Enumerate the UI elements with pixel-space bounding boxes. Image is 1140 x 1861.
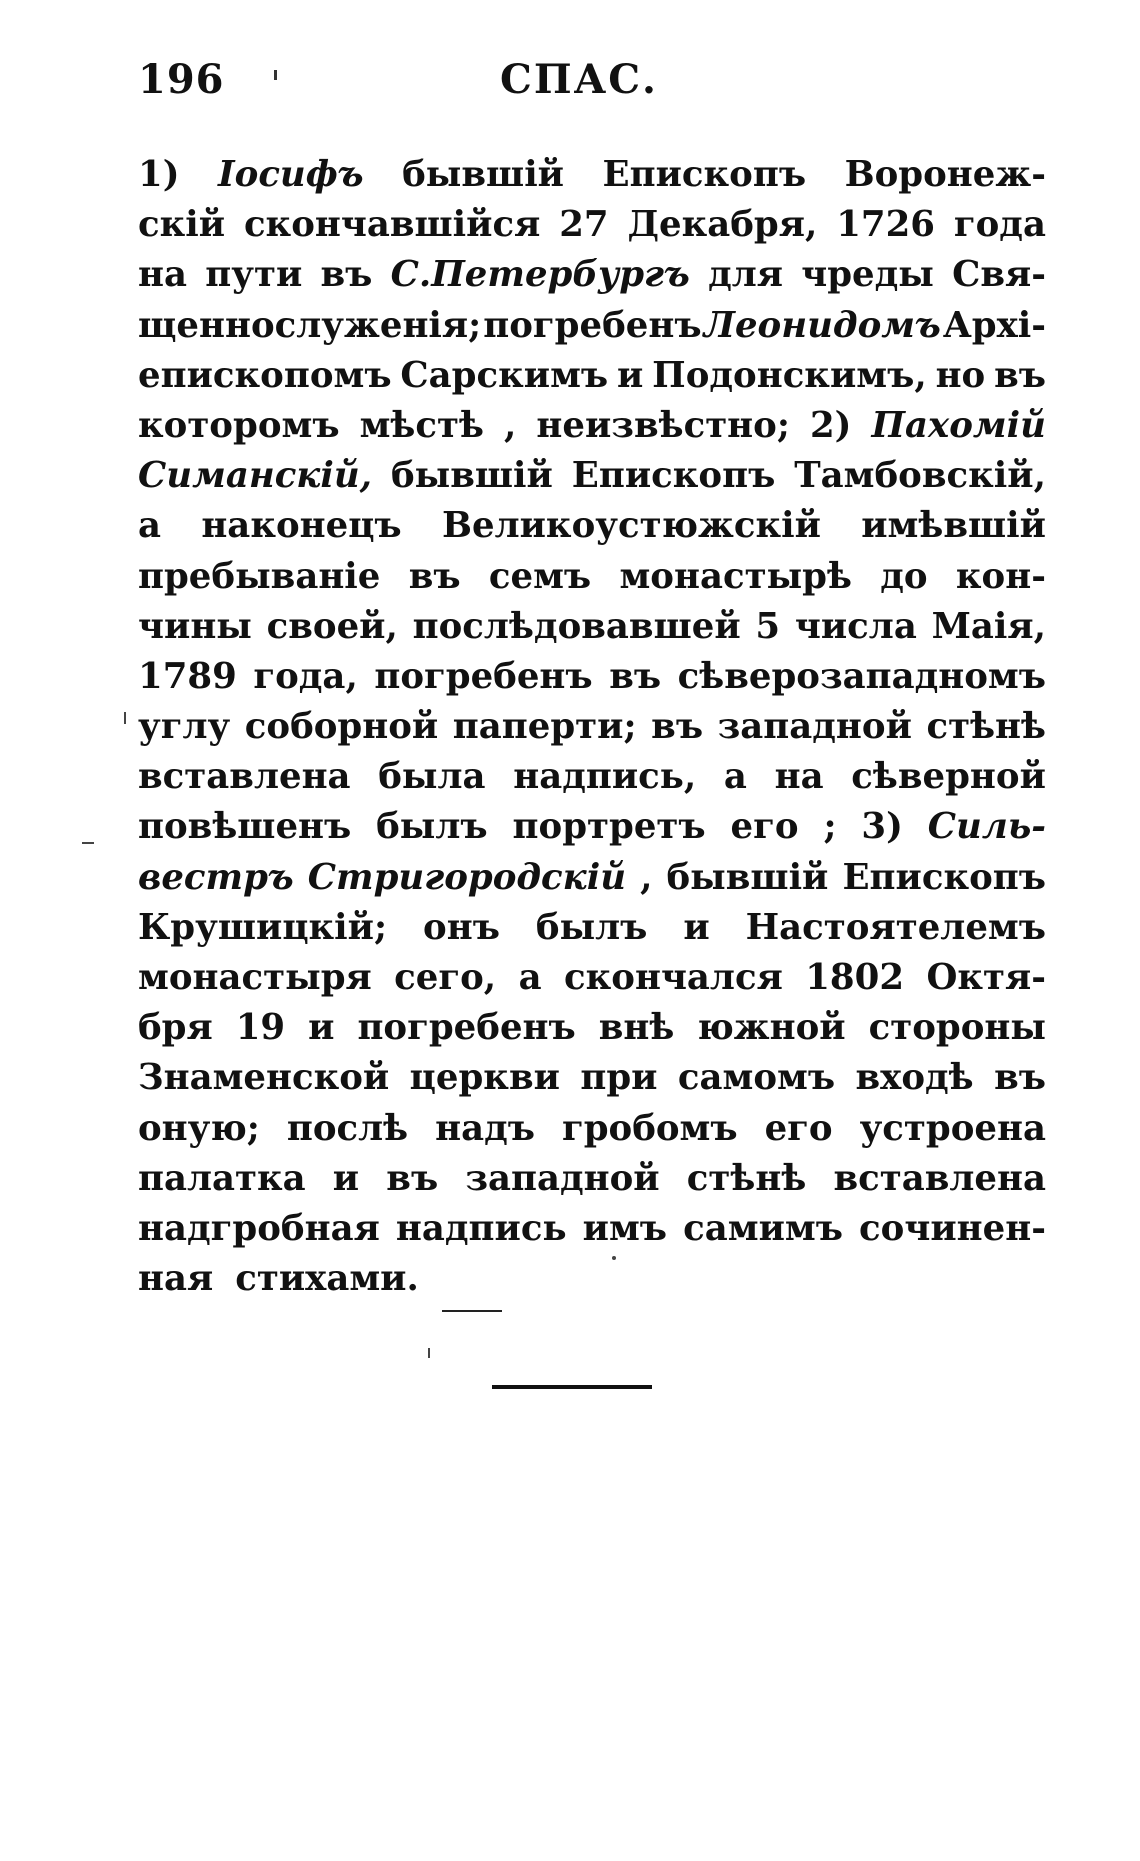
word: въ	[320, 254, 373, 296]
word: внѣ	[598, 1007, 675, 1049]
word: имѣвшій	[861, 505, 1046, 547]
word: Стригородскій	[307, 856, 626, 898]
word: и	[332, 1157, 360, 1199]
word: 5	[755, 605, 781, 647]
word: былъ	[535, 906, 648, 948]
header-ornament-dot	[274, 70, 277, 80]
word: имъ	[582, 1207, 668, 1249]
text-line	[138, 702, 1046, 752]
word: для	[708, 254, 783, 296]
word: соборной	[244, 706, 439, 748]
word: скій	[138, 204, 226, 246]
word: вставлена	[138, 756, 351, 798]
word: стороны	[868, 1007, 1046, 1049]
word: устроена	[859, 1107, 1046, 1149]
word: монастырѣ	[619, 555, 852, 597]
word: повѣшенъ	[138, 806, 352, 848]
word: ,	[640, 856, 653, 898]
page-number: 196	[138, 56, 225, 103]
text-line	[138, 451, 1046, 501]
text-line	[138, 602, 1046, 652]
word: Подонскимъ,	[652, 354, 927, 396]
word: стихами.	[235, 1258, 419, 1300]
word: неизвѣстно;	[536, 404, 790, 446]
word: Епископъ	[602, 154, 807, 195]
word: мѣстѣ	[359, 404, 484, 446]
word: до	[880, 555, 928, 597]
word: въ	[651, 706, 704, 748]
word: при	[580, 1057, 658, 1099]
word: въ	[994, 1057, 1046, 1099]
word: монастыря	[138, 957, 372, 998]
word: 3)	[861, 806, 903, 848]
word: послѣ	[286, 1107, 409, 1149]
word: вставлена	[833, 1157, 1046, 1199]
text-line	[138, 200, 1046, 250]
word: Крушицкій;	[138, 906, 388, 948]
word: западной	[717, 706, 912, 748]
word: Пахомій	[871, 404, 1046, 446]
word: и	[616, 354, 644, 396]
word: послѣдовавшей	[412, 605, 741, 647]
text-line	[138, 1204, 1046, 1254]
word: числа	[794, 605, 917, 647]
word: 1789	[138, 655, 237, 697]
word: гробомъ	[561, 1107, 738, 1149]
word: Великоустюжскій	[441, 505, 821, 547]
word: и	[683, 906, 710, 948]
word: сѣверной	[851, 756, 1046, 798]
word: и	[308, 1007, 335, 1049]
text-line	[138, 250, 1046, 300]
text-line	[138, 1154, 1046, 1204]
word: въ	[386, 1157, 439, 1199]
text-line	[138, 1104, 1046, 1154]
word: Силь-	[927, 806, 1046, 848]
word: была	[378, 756, 486, 798]
word: бывшій	[402, 154, 565, 195]
text-line	[138, 853, 1046, 903]
text-line	[138, 953, 1046, 1003]
text-line	[138, 150, 1046, 200]
text-line	[138, 301, 1046, 351]
word: южной	[697, 1007, 846, 1049]
word: 19	[235, 1007, 286, 1049]
word: но	[935, 354, 986, 396]
word: погребенъ	[357, 1007, 576, 1049]
word: оную;	[138, 1107, 260, 1149]
word: былъ	[376, 806, 488, 848]
word: сѣверозападномъ	[677, 655, 1046, 697]
word: въ	[609, 655, 662, 697]
word: бывшій	[390, 455, 553, 497]
word: ,	[504, 404, 517, 446]
word: кон-	[955, 555, 1046, 597]
text-line	[138, 1053, 1046, 1103]
word: Настоятелемъ	[745, 906, 1046, 948]
word: западной	[465, 1157, 660, 1199]
word: своей,	[266, 605, 398, 647]
word: Свя-	[952, 254, 1046, 296]
word: портретъ	[512, 806, 706, 848]
word: чины	[138, 605, 252, 647]
page-header	[138, 48, 1038, 108]
running-title: СПАС.	[500, 56, 658, 103]
word: углу	[138, 706, 231, 748]
word: самомъ	[677, 1057, 836, 1099]
word: скончавшійся	[243, 204, 541, 246]
word: года,	[253, 655, 358, 697]
text-line	[138, 802, 1046, 852]
word: семъ	[488, 555, 592, 597]
word: погребенъ	[374, 655, 593, 697]
word: погребенъ	[483, 304, 702, 346]
word: на	[774, 756, 824, 798]
word: а	[518, 957, 542, 998]
word: Леонидомъ	[703, 304, 941, 346]
word: 2)	[809, 404, 852, 446]
word: сего,	[394, 957, 497, 998]
text-line	[138, 351, 1046, 401]
text-line	[138, 552, 1046, 602]
word: пути	[205, 254, 303, 296]
word: сочинен-	[859, 1207, 1046, 1249]
word: надпись,	[513, 756, 697, 798]
word: скончался	[564, 957, 783, 998]
word: вестръ	[138, 856, 294, 898]
margin-mark	[82, 842, 94, 844]
word: Сарскимъ	[400, 354, 609, 396]
word: Симанскій,	[138, 455, 372, 497]
word: ;	[823, 806, 837, 848]
word: его	[764, 1107, 833, 1149]
text-line	[138, 401, 1046, 451]
word: Знаменской	[138, 1057, 390, 1099]
text-line	[138, 752, 1046, 802]
word: надпись	[395, 1207, 567, 1249]
margin-mark	[124, 712, 126, 724]
word: стѣнѣ	[686, 1157, 807, 1199]
word: С.Петербургъ	[390, 254, 690, 296]
end-rule	[492, 1385, 652, 1389]
word: онъ	[423, 906, 500, 948]
word: ная	[138, 1258, 214, 1300]
word: его	[730, 806, 799, 848]
word: Октя-	[926, 957, 1046, 998]
word: наконецъ	[201, 505, 402, 547]
short-rule	[442, 1310, 502, 1312]
word: Епископъ	[842, 856, 1046, 898]
word: которомъ	[138, 404, 340, 446]
word: епископомъ	[138, 354, 392, 396]
word: года	[953, 204, 1046, 246]
word: Архі-	[942, 304, 1046, 346]
text-line	[138, 903, 1046, 953]
word: въ	[994, 354, 1046, 396]
word: Іосифъ	[218, 154, 364, 195]
body-text	[138, 150, 1046, 1304]
word: чреды	[801, 254, 934, 296]
text-line	[138, 1003, 1046, 1053]
word: а	[138, 505, 162, 547]
word: а	[723, 756, 747, 798]
word: пребываніе	[138, 555, 381, 597]
word: надгробная	[138, 1207, 380, 1249]
word: 27	[559, 204, 609, 246]
speck-mark	[612, 1256, 616, 1260]
word: въ	[408, 555, 461, 597]
word: 1726	[836, 204, 936, 246]
word: Декабря,	[627, 204, 818, 246]
word: Епископъ	[571, 455, 776, 497]
word: палатка	[138, 1157, 306, 1199]
word: щеннослуженія;	[138, 304, 482, 346]
word: Воронеж-	[844, 154, 1046, 195]
word: бывшій	[666, 856, 829, 898]
word: церкви	[409, 1057, 560, 1099]
speck-mark	[428, 1348, 430, 1358]
word: бря	[138, 1007, 213, 1049]
word: 1)	[138, 154, 180, 195]
word: Тамбовскій,	[794, 455, 1046, 497]
word: паперти;	[452, 706, 637, 748]
word: Маія,	[931, 605, 1046, 647]
word: 1802	[805, 957, 905, 998]
text-line	[138, 652, 1046, 702]
text-line	[138, 1254, 1046, 1304]
word: надъ	[435, 1107, 535, 1149]
word: самимъ	[683, 1207, 843, 1249]
word: входѣ	[855, 1057, 974, 1099]
word: стѣнѣ	[926, 706, 1046, 748]
word: на	[138, 254, 187, 296]
text-line	[138, 501, 1046, 551]
